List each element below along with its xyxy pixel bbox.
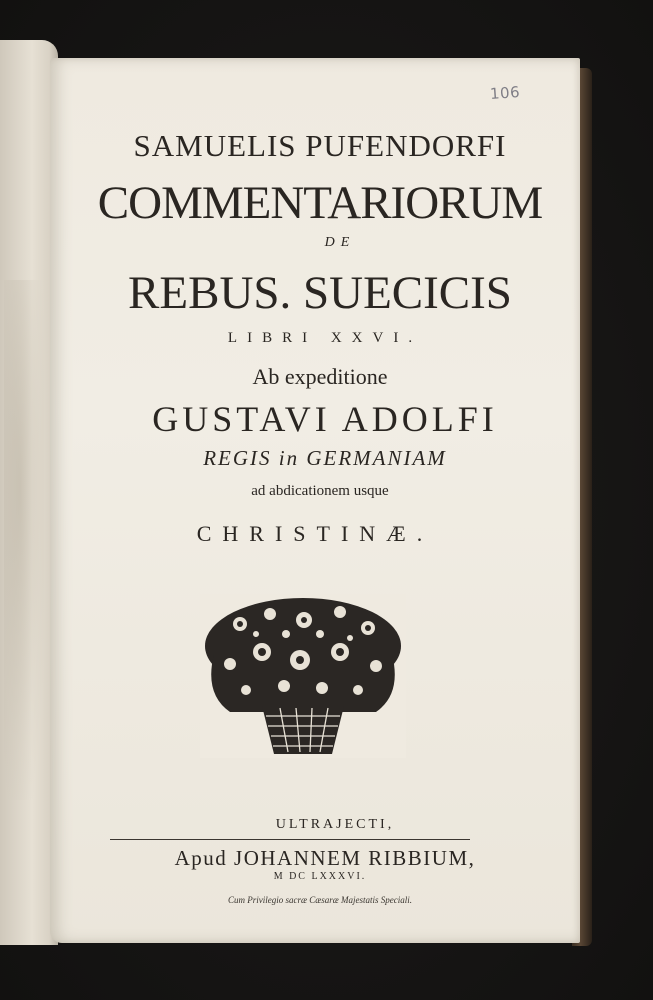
work-title: COMMENTARIORUM (97, 177, 543, 229)
ab-expeditione: Ab expeditione (252, 364, 388, 389)
show-through-illustration (4, 280, 44, 800)
preposition-de: DE (324, 235, 356, 250)
imprint-city: ULTRAJECTI, (275, 817, 395, 832)
subject-title: REBUS. SUECICIS (128, 267, 512, 319)
imprint-rule (110, 839, 470, 840)
queen-name: CHRISTINÆ. (196, 521, 434, 546)
pencil-note: 106 (489, 82, 521, 104)
regis-line: REGIS in GERMANIAM (203, 446, 447, 470)
abdicationem-line: ad abdicationem usque (251, 483, 389, 499)
author-line: SAMUELIS PUFENDORFI (133, 128, 507, 163)
imprint-privilege: Cum Privilegio sacræ Cæsaræ Majestatis Speciali. (228, 895, 412, 905)
imprint-year: M DC LXXXVI. (273, 871, 367, 882)
king-name: GUSTAVI ADOLFI (152, 399, 498, 439)
imprint-printer: Apud JOHANNEM RIBBIUM, (174, 846, 476, 870)
books-count: LIBRI XXVI. (227, 330, 423, 346)
flower-basket-ornament (200, 594, 406, 758)
